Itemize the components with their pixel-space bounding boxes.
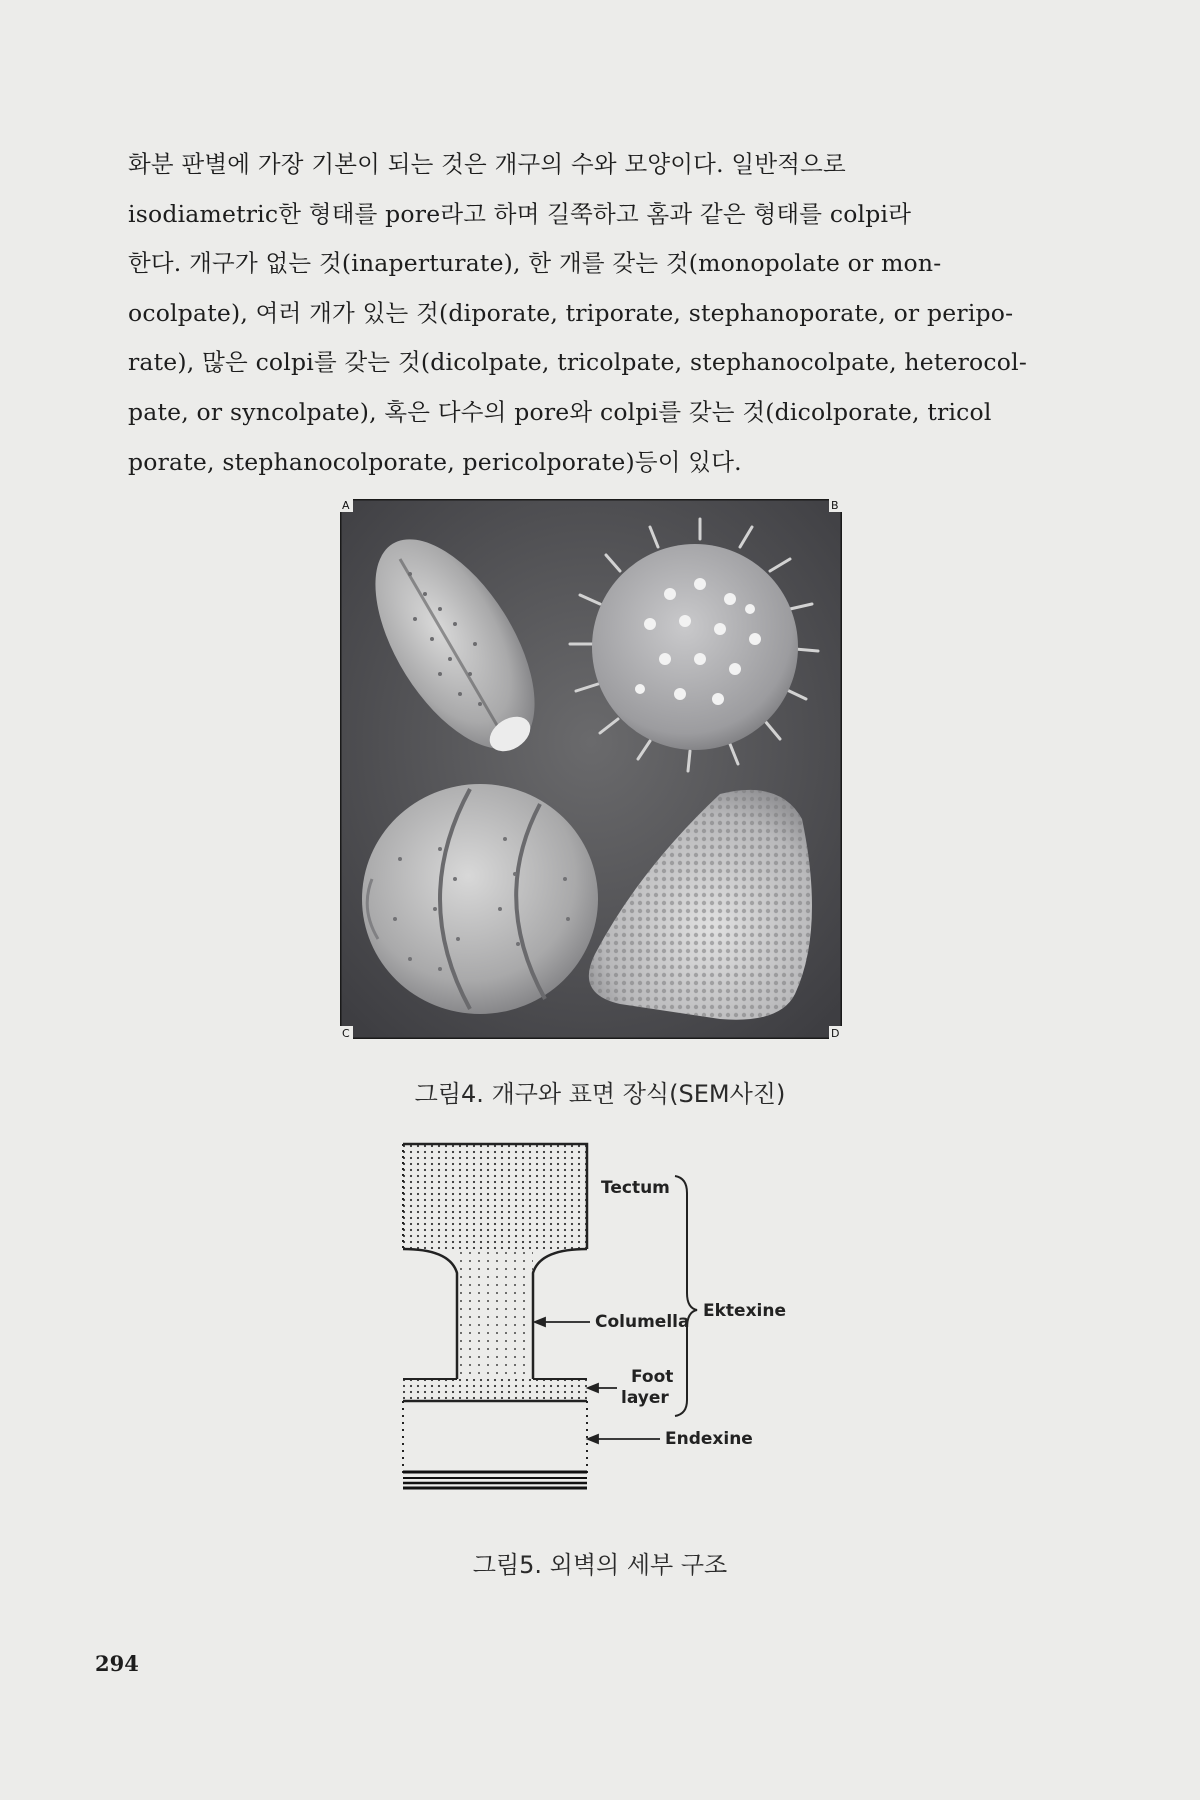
paragraph-line: porate, stephanocolporate, pericolporate)등이 있다.	[128, 447, 742, 476]
tectum-label: Tectum	[601, 1178, 670, 1198]
columella-layer	[403, 1249, 587, 1379]
pollen-grain-c	[362, 784, 598, 1014]
ektexine-label: Ektexine	[703, 1301, 786, 1321]
columella-label: Columella	[595, 1312, 690, 1332]
page-number: 294	[95, 1651, 139, 1676]
body-paragraph	[128, 140, 1078, 487]
paragraph-line: rate), 많은 colpi를 갖는 것(dicolpate, tricolpate, stephanocolpate, heterocol-	[128, 348, 1027, 377]
endexine-layer	[403, 1401, 587, 1488]
sem-photo-figure	[340, 499, 842, 1039]
panel-label-b: B	[831, 499, 839, 512]
tectum-layer	[403, 1144, 587, 1249]
foot-layer-label-line2: layer	[621, 1388, 669, 1408]
foot-layer	[403, 1379, 587, 1401]
figure-4-caption: 그림4. 개구와 표면 장식(SEM사진)	[414, 1080, 786, 1108]
panel-label-c: C	[342, 1027, 350, 1039]
figure-5-caption: 그림5. 외벽의 세부 구조	[472, 1551, 728, 1579]
endexine-label: Endexine	[665, 1429, 753, 1449]
paragraph-line: isodiametric한 형태를 pore라고 하며 길쭉하고 홈과 같은 형태를 colpi라	[128, 199, 912, 228]
paragraph-line: 한다. 개구가 없는 것(inaperturate), 한 개를 갖는 것(monopolate or mon-	[128, 249, 942, 278]
foot-layer-label-line1: Foot	[631, 1367, 674, 1387]
panel-label-a: A	[342, 499, 350, 512]
ektexine-bracket	[675, 1176, 697, 1416]
paragraph-line: ocolpate), 여러 개가 있는 것(diporate, triporate, stephanoporate, or peripo-	[128, 298, 1014, 327]
paragraph-line: pate, or syncolpate), 혹은 다수의 pore와 colpi를 갖는 것(dicolporate, tricol	[128, 397, 992, 426]
panel-label-d: D	[831, 1027, 840, 1039]
paragraph-line: 화분 판별에 가장 기본이 되는 것은 개구의 수와 모양이다. 일반적으로	[128, 150, 846, 178]
exine-structure-diagram	[395, 1138, 815, 1518]
